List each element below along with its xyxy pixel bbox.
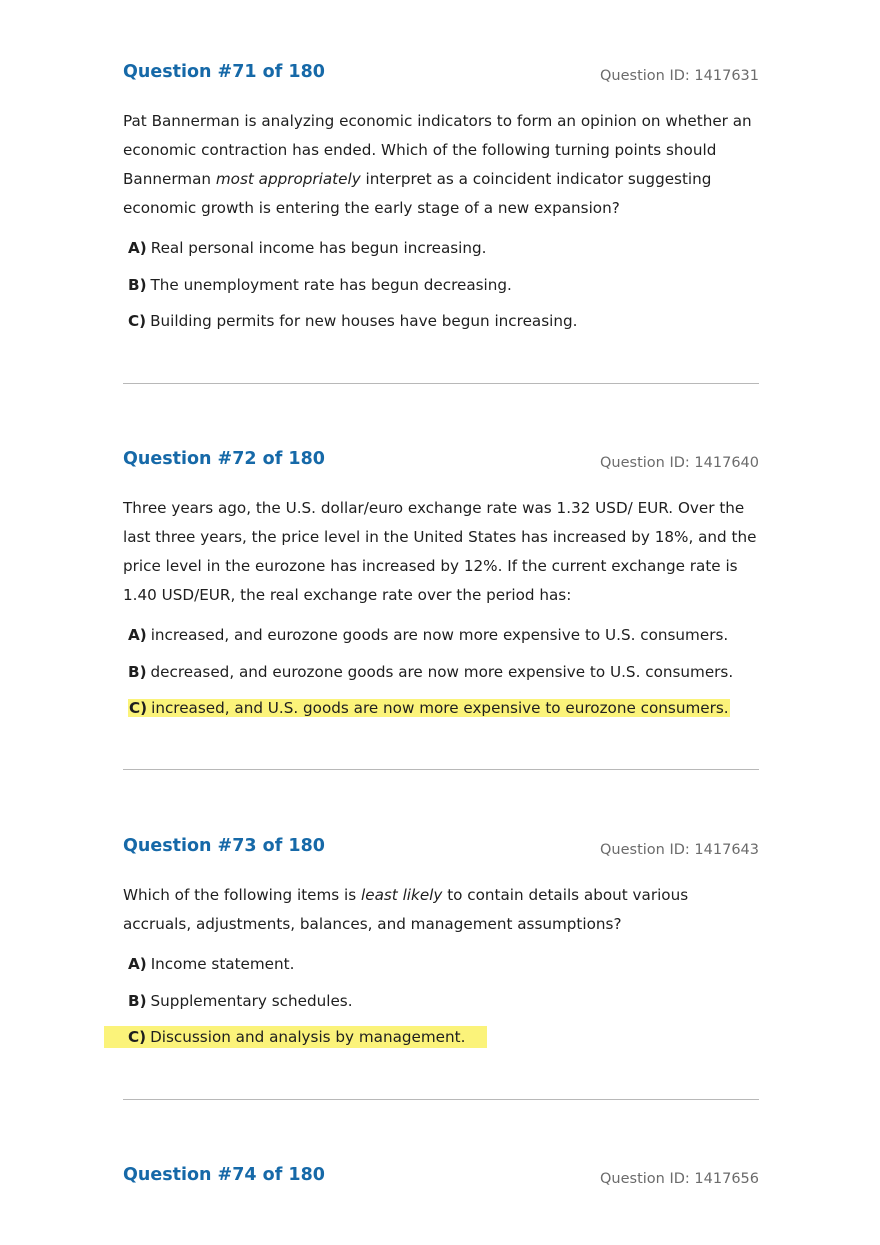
stem-text: interpret as a coincident indicator suggesting economic growth is entering the early stage of a new expansion? — [123, 170, 712, 217]
question-header — [123, 835, 759, 865]
question-header — [123, 1164, 759, 1194]
question-title: Question #73 of 180 — [123, 836, 325, 856]
option-text: Discussion and analysis by management. — [150, 1028, 466, 1046]
question-id: Question ID: 1417631 — [600, 68, 759, 84]
option-letter: C) — [129, 699, 148, 717]
option-letter: A) — [128, 239, 147, 257]
answer-highlight — [104, 1026, 487, 1048]
stem-text: to contain details about various accruals, adjustments, balances, and management assumptions? — [123, 886, 689, 933]
stem-emphasis: most appropriately — [215, 170, 361, 188]
option-letter: B) — [128, 275, 147, 294]
question-id: Question ID: 1417640 — [600, 455, 759, 471]
option-b[interactable] — [128, 990, 759, 1012]
option-c[interactable] — [128, 310, 759, 332]
option-text: increased, and eurozone goods are now more expensive to U.S. consumers. — [150, 626, 729, 644]
question-74 — [123, 1164, 759, 1194]
question-header — [123, 61, 759, 91]
options-list — [123, 237, 759, 332]
question-id: Question ID: 1417643 — [600, 842, 759, 858]
question-divider — [123, 1099, 759, 1100]
question-id: Question ID: 1417656 — [600, 1171, 759, 1187]
option-text: Income statement. — [150, 955, 295, 973]
option-c-highlighted[interactable] — [128, 697, 759, 719]
question-stem: Three years ago, the U.S. dollar/euro exchange rate was 1.32 USD/ EUR. Over the last three years, the price level in the United States has increased by 18%, and the price level in the eurozone has increased by 12%. If the current exchange rate is 1.40 USD/EUR, the real exchange rate over the period has: — [123, 499, 757, 604]
question-title: Question #71 of 180 — [123, 62, 325, 82]
option-text: decreased, and eurozone goods are now more expensive to U.S. consumers. — [150, 662, 734, 681]
option-letter: C) — [128, 312, 147, 330]
option-letter: A) — [128, 955, 147, 973]
option-letter: A) — [128, 626, 147, 644]
option-letter: B) — [128, 991, 147, 1010]
question-73 — [123, 835, 759, 1063]
option-text: Real personal income has begun increasing. — [150, 239, 487, 257]
option-text: Building permits for new houses have begun increasing. — [150, 312, 578, 330]
question-divider — [123, 383, 759, 384]
answer-highlight — [128, 699, 730, 717]
stem-emphasis: least likely — [361, 886, 443, 904]
option-b[interactable] — [128, 274, 759, 296]
question-71 — [123, 61, 759, 347]
option-a[interactable] — [128, 237, 759, 259]
option-b[interactable] — [128, 661, 759, 683]
option-a[interactable] — [128, 624, 759, 646]
question-72 — [123, 448, 759, 734]
question-divider — [123, 769, 759, 770]
option-a[interactable] — [128, 953, 759, 975]
question-header — [123, 448, 759, 478]
option-c-highlighted[interactable] — [128, 1026, 759, 1048]
option-text: The unemployment rate has begun decreasing. — [150, 275, 512, 294]
options-list — [123, 624, 759, 719]
stem-text: Which of the following items is — [123, 886, 362, 904]
options-list — [123, 953, 759, 1048]
option-letter: B) — [128, 662, 147, 681]
question-stem — [123, 881, 759, 939]
question-title: Question #74 of 180 — [123, 1165, 325, 1185]
option-text: increased, and U.S. goods are now more expensive to eurozone consumers. — [151, 699, 729, 717]
stem-text: Pat Bannerman is analyzing economic indicators to form an opinion on whether an economic contraction has ended. Which of the following turning points should Bannerman — [123, 112, 752, 188]
question-title: Question #72 of 180 — [123, 449, 325, 469]
question-stem — [123, 107, 759, 223]
option-letter: C) — [128, 1028, 147, 1046]
option-text: Supplementary schedules. — [150, 991, 353, 1010]
